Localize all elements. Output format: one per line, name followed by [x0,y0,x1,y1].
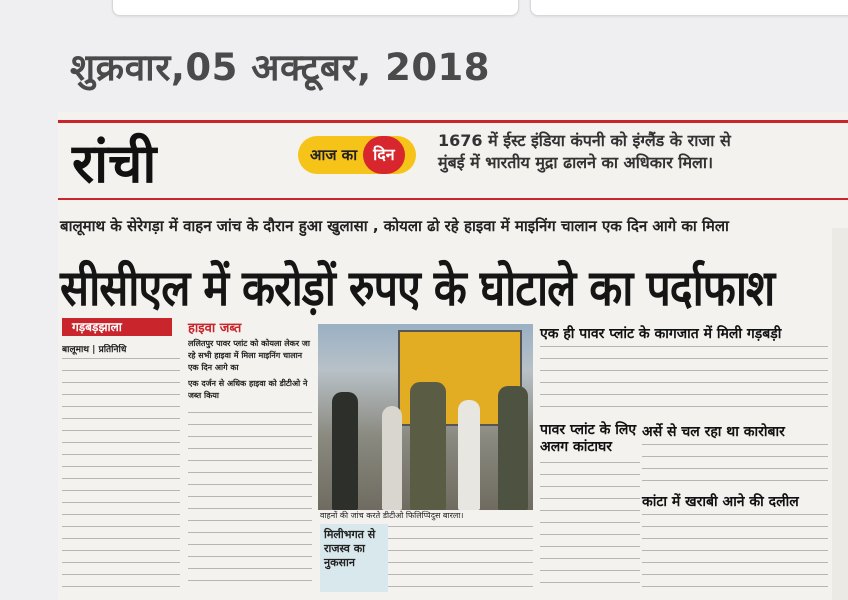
badge-part2: दिन [363,136,405,174]
next-column-edge [832,228,848,600]
box4-text [642,514,828,590]
city-title: रांची [72,131,157,195]
box2-head: पावर प्लांट के लिए अलग कांटाघर [540,422,637,455]
person-4 [458,400,480,510]
browser-tab-card-left[interactable] [112,0,519,16]
aaj-ka-din-badge [298,136,416,174]
badge-part1: आज का [310,146,358,164]
history-note: 1676 में ईस्ट इंडिया कंपनी को इंग्लैंड के राजा से मुंबई में भारतीय मुद्रा ढालने का अधिकार मिला। [438,131,731,172]
sub-hywa: हाइवा जब्त [188,321,242,336]
date-header: शुक्रवार,05 अक्टूबर, 2018 [70,46,491,89]
teal-column-text [388,526,533,592]
photo-caption: वाहनों की जांच करते डीटीओ फिलिप्पिदुस बारला। [320,511,464,520]
newspaper-clipping[interactable] [58,112,848,600]
news-photo[interactable] [318,324,533,510]
person-2 [382,406,402,510]
story-headline: सीसीएल में करोड़ों रुपए के घोटाले का पर्दाफाश [60,260,775,318]
box3-text [642,444,828,484]
column-1-text [62,358,180,594]
person-3 [410,382,446,510]
person-1 [332,392,358,510]
box2-text [540,462,640,592]
section-tag: गड़बड़झाला [62,318,172,336]
story-kicker: बालूमाथ के सेरेगड़ा में वाहन जांच के दौरान हुआ खुलासा , कोयला ढो रहे हाइवा में माइनिंग चालान एक दिन आगे का मिला [60,217,729,235]
section-red-rule [58,198,848,200]
bullet-1: ललितपुर पावर प्लांट को कोयला लेकर जा रहे सभी हाइवा में मिला माइनिंग चालान एक दिन आगे का [188,339,310,372]
browser-tab-card-right[interactable] [530,0,848,16]
byline: बालूमाथ | प्रतिनिधि [62,345,127,355]
box4-head: कांटा में खराबी आने की दलील [642,494,799,510]
bullet-2: एक दर्जन से अधिक हाइवा को डीटीओ ने जब्त किया [188,379,308,400]
box3-head: अर्से से चल रहा था कारोबार [642,424,785,440]
top-red-rule [58,120,848,123]
column-2-text [188,412,312,592]
person-5 [498,386,528,510]
teal-box: मिलीभगत से राजस्व का नुकसान [320,524,388,592]
box1-head: एक ही पावर प्लांट के कागजात में मिली गड़बड़ी [540,326,782,342]
box1-text [540,346,828,410]
